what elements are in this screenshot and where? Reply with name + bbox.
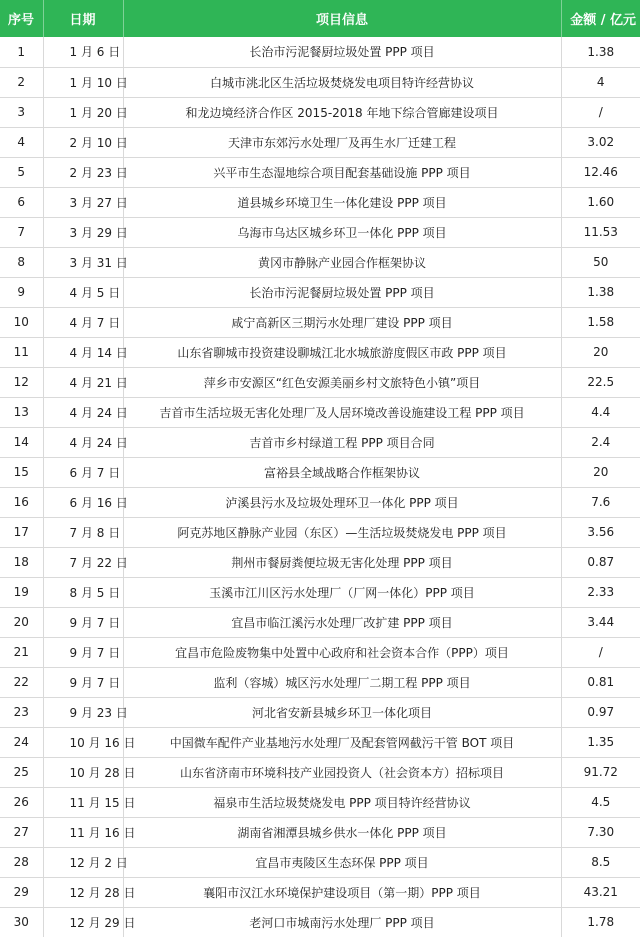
row-amount: / bbox=[561, 637, 640, 667]
row-amount: 2.4 bbox=[561, 427, 640, 457]
row-amount: 3.56 bbox=[561, 517, 640, 547]
row-amount: / bbox=[561, 97, 640, 127]
row-project-info: 兴平市生态湿地综合项目配套基础设施 PPP 项目 bbox=[123, 157, 561, 187]
row-date: 3 月 31 日 bbox=[43, 247, 123, 277]
row-date: 3 月 27 日 bbox=[43, 187, 123, 217]
row-date: 9 月 7 日 bbox=[43, 667, 123, 697]
row-number: 5 bbox=[0, 157, 43, 187]
row-amount: 0.81 bbox=[561, 667, 640, 697]
row-date: 1 月 20 日 bbox=[43, 97, 123, 127]
row-project-info: 萍乡市安源区“红色安源美丽乡村文旅特色小镇”项目 bbox=[123, 367, 561, 397]
table-row bbox=[0, 667, 640, 697]
row-amount: 1.78 bbox=[587, 915, 615, 930]
table-row bbox=[0, 487, 640, 517]
header-info: 项目信息 bbox=[123, 0, 561, 37]
row-project-info: 福泉市生活垃圾焚烧发电 PPP 项目特许经营协议 bbox=[123, 787, 561, 817]
row-number: 12 bbox=[0, 367, 43, 397]
row-date: 4 月 24 日 bbox=[43, 427, 123, 457]
table-row bbox=[0, 817, 640, 847]
row-project-info: 河北省安新县城乡环卫一体化项目 bbox=[123, 697, 561, 727]
row-number: 6 bbox=[0, 187, 43, 217]
table-row bbox=[0, 277, 640, 307]
row-amount: 7.6 bbox=[561, 487, 640, 517]
row-amount: 4.4 bbox=[561, 397, 640, 427]
row-amount: 8.5 bbox=[561, 847, 640, 877]
row-amount: 50 bbox=[561, 247, 640, 277]
row-project-info: 宜昌市危险废物集中处置中心政府和社会资本合作（PPP）项目 bbox=[123, 637, 561, 667]
row-amount: 0.97 bbox=[561, 697, 640, 727]
row-project-info: 阿克苏地区静脉产业园（东区）—生活垃圾焚烧发电 PPP 项目 bbox=[123, 517, 561, 547]
row-date: 12 月 2 日 bbox=[43, 847, 123, 877]
row-project-info: 襄阳市汉江水环境保护建设项目（第一期）PPP 项目 bbox=[123, 877, 561, 907]
row-project-info: 玉溪市江川区污水处理厂（厂网一体化）PPP 项目 bbox=[123, 577, 561, 607]
row-number: 10 bbox=[0, 307, 43, 337]
row-number: 11 bbox=[0, 337, 43, 367]
row-number: 2 bbox=[0, 67, 43, 97]
row-project-info: 宜昌市夷陵区生态环保 PPP 项目 bbox=[123, 847, 561, 877]
row-project-info: 长治市污泥餐厨垃圾处置 PPP 项目 bbox=[123, 277, 561, 307]
row-date: 8 月 5 日 bbox=[43, 577, 123, 607]
row-amount: 1.38 bbox=[561, 277, 640, 307]
row-project-info: 荆州市餐厨粪便垃圾无害化处理 PPP 项目 bbox=[123, 547, 561, 577]
table-row bbox=[0, 517, 640, 547]
row-project-info: 长治市污泥餐厨垃圾处置 PPP 项目 bbox=[123, 37, 561, 67]
row-date: 4 月 24 日 bbox=[43, 397, 123, 427]
row-date: 12 月 28 日 bbox=[43, 877, 123, 907]
row-number: 22 bbox=[0, 667, 43, 697]
row-date: 4 月 5 日 bbox=[43, 277, 123, 307]
row-project-info: 天津市东郊污水处理厂及再生水厂迁建工程 bbox=[123, 127, 561, 157]
table-row bbox=[0, 427, 640, 457]
row-amount: 4 bbox=[561, 67, 640, 97]
row-amount: 1.35 bbox=[561, 727, 640, 757]
row-project-info: 吉首市生活垃圾无害化处理厂及人居环境改善设施建设工程 PPP 项目 bbox=[123, 397, 561, 427]
row-number: 18 bbox=[0, 547, 43, 577]
table-row bbox=[0, 907, 640, 937]
table-row bbox=[0, 217, 640, 247]
header-row bbox=[0, 0, 640, 37]
header-amount: 金额 / 亿元 bbox=[570, 13, 636, 28]
table-row bbox=[0, 37, 640, 67]
table-row bbox=[0, 67, 640, 97]
row-date: 4 月 7 日 bbox=[43, 307, 123, 337]
table-row bbox=[0, 787, 640, 817]
table-row bbox=[0, 457, 640, 487]
row-date: 7 月 22 日 bbox=[43, 547, 123, 577]
row-number: 28 bbox=[0, 847, 43, 877]
row-number: 20 bbox=[0, 607, 43, 637]
row-date: 1 月 6 日 bbox=[43, 37, 123, 67]
table-row bbox=[0, 97, 640, 127]
row-amount: 12.46 bbox=[561, 157, 640, 187]
row-number: 1 bbox=[0, 37, 43, 67]
row-amount: 3.02 bbox=[561, 127, 640, 157]
row-amount: 2.33 bbox=[561, 577, 640, 607]
table-row bbox=[0, 307, 640, 337]
table-row bbox=[0, 727, 640, 757]
row-project-info: 老河口市城南污水处理厂 PPP 项目 bbox=[123, 907, 561, 937]
table-row bbox=[0, 337, 640, 367]
row-project-info: 乌海市乌达区城乡环卫一体化 PPP 项目 bbox=[123, 217, 561, 247]
row-date: 4 月 14 日 bbox=[43, 337, 123, 367]
row-date: 3 月 29 日 bbox=[43, 217, 123, 247]
row-number: 23 bbox=[0, 697, 43, 727]
row-number: 30 bbox=[0, 907, 43, 937]
row-number: 25 bbox=[0, 757, 43, 787]
row-amount: 4.5 bbox=[561, 787, 640, 817]
row-number: 24 bbox=[0, 727, 43, 757]
row-amount: 20 bbox=[561, 457, 640, 487]
row-number: 3 bbox=[0, 97, 43, 127]
row-date: 6 月 7 日 bbox=[43, 457, 123, 487]
row-number: 29 bbox=[0, 877, 43, 907]
table-row bbox=[0, 247, 640, 277]
row-number: 7 bbox=[0, 217, 43, 247]
row-project-info: 监利（容城）城区污水处理厂二期工程 PPP 项目 bbox=[123, 667, 561, 697]
row-number: 19 bbox=[0, 577, 43, 607]
row-number: 26 bbox=[0, 787, 43, 817]
row-amount: 3.44 bbox=[561, 607, 640, 637]
row-number: 27 bbox=[0, 817, 43, 847]
row-date: 12 月 29 日 bbox=[43, 907, 123, 937]
header-date: 日期 bbox=[43, 0, 123, 37]
row-project-info: 富裕县全域战略合作框架协议 bbox=[123, 457, 561, 487]
row-amount: 1.60 bbox=[561, 187, 640, 217]
row-number: 21 bbox=[0, 637, 43, 667]
row-number: 15 bbox=[0, 457, 43, 487]
row-number: 17 bbox=[0, 517, 43, 547]
row-project-info: 泸溪县污水及垃圾处理环卫一体化 PPP 项目 bbox=[123, 487, 561, 517]
row-amount: 0.87 bbox=[561, 547, 640, 577]
table-row bbox=[0, 757, 640, 787]
table-row bbox=[0, 547, 640, 577]
row-date: 10 月 16 日 bbox=[43, 727, 123, 757]
row-project-info: 中国微车配件产业基地污水处理厂及配套管网截污干管 BOT 项目 bbox=[123, 727, 561, 757]
row-date: 2 月 23 日 bbox=[43, 157, 123, 187]
row-amount: 20 bbox=[561, 337, 640, 367]
row-number: 16 bbox=[0, 487, 43, 517]
row-amount: 91.72 bbox=[561, 757, 640, 787]
row-amount: 1.38 bbox=[561, 37, 640, 67]
row-project-info: 山东省济南市环境科技产业园投资人（社会资本方）招标项目 bbox=[123, 757, 561, 787]
row-amount: 22.5 bbox=[561, 367, 640, 397]
table-row bbox=[0, 847, 640, 877]
row-project-info: 白城市洮北区生活垃圾焚烧发电项目特许经营协议 bbox=[123, 67, 561, 97]
table-row bbox=[0, 877, 640, 907]
row-number: 8 bbox=[0, 247, 43, 277]
row-date: 11 月 15 日 bbox=[43, 787, 123, 817]
row-amount: 11.53 bbox=[561, 217, 640, 247]
row-amount: 1.58 bbox=[561, 307, 640, 337]
row-project-info: 山东省聊城市投资建设聊城江北水城旅游度假区市政 PPP 项目 bbox=[123, 337, 561, 367]
row-number: 14 bbox=[0, 427, 43, 457]
row-date: 9 月 7 日 bbox=[43, 607, 123, 637]
row-date: 7 月 8 日 bbox=[43, 517, 123, 547]
table-row bbox=[0, 577, 640, 607]
table-row bbox=[0, 127, 640, 157]
row-date: 9 月 7 日 bbox=[43, 637, 123, 667]
table-row bbox=[0, 397, 640, 427]
table-row bbox=[0, 637, 640, 667]
row-date: 1 月 10 日 bbox=[43, 67, 123, 97]
header-no: 序号 bbox=[0, 0, 43, 37]
row-project-info: 和龙边境经济合作区 2015-2018 年地下综合管廊建设项目 bbox=[123, 97, 561, 127]
row-number: 9 bbox=[0, 277, 43, 307]
row-project-info: 咸宁高新区三期污水处理厂建设 PPP 项目 bbox=[123, 307, 561, 337]
row-number: 4 bbox=[0, 127, 43, 157]
row-project-info: 黄冈市静脉产业园合作框架协议 bbox=[123, 247, 561, 277]
row-project-info: 吉首市乡村绿道工程 PPP 项目合同 bbox=[123, 427, 561, 457]
row-amount: 43.21 bbox=[561, 877, 640, 907]
table-row bbox=[0, 697, 640, 727]
table-row bbox=[0, 607, 640, 637]
table-row bbox=[0, 187, 640, 217]
row-amount: 7.30 bbox=[561, 817, 640, 847]
table-row bbox=[0, 157, 640, 187]
row-project-info: 湖南省湘潭县城乡供水一体化 PPP 项目 bbox=[123, 817, 561, 847]
table-row bbox=[0, 367, 640, 397]
row-project-info: 宜昌市临江溪污水处理厂改扩建 PPP 项目 bbox=[123, 607, 561, 637]
row-date: 10 月 28 日 bbox=[43, 757, 123, 787]
row-project-info: 道县城乡环境卫生一体化建设 PPP 项目 bbox=[123, 187, 561, 217]
row-date: 2 月 10 日 bbox=[43, 127, 123, 157]
row-number: 13 bbox=[0, 397, 43, 427]
row-date: 4 月 21 日 bbox=[43, 367, 123, 397]
table-body bbox=[0, 37, 640, 937]
row-date: 6 月 16 日 bbox=[43, 487, 123, 517]
row-date: 9 月 23 日 bbox=[43, 697, 123, 727]
row-date: 11 月 16 日 bbox=[43, 817, 123, 847]
